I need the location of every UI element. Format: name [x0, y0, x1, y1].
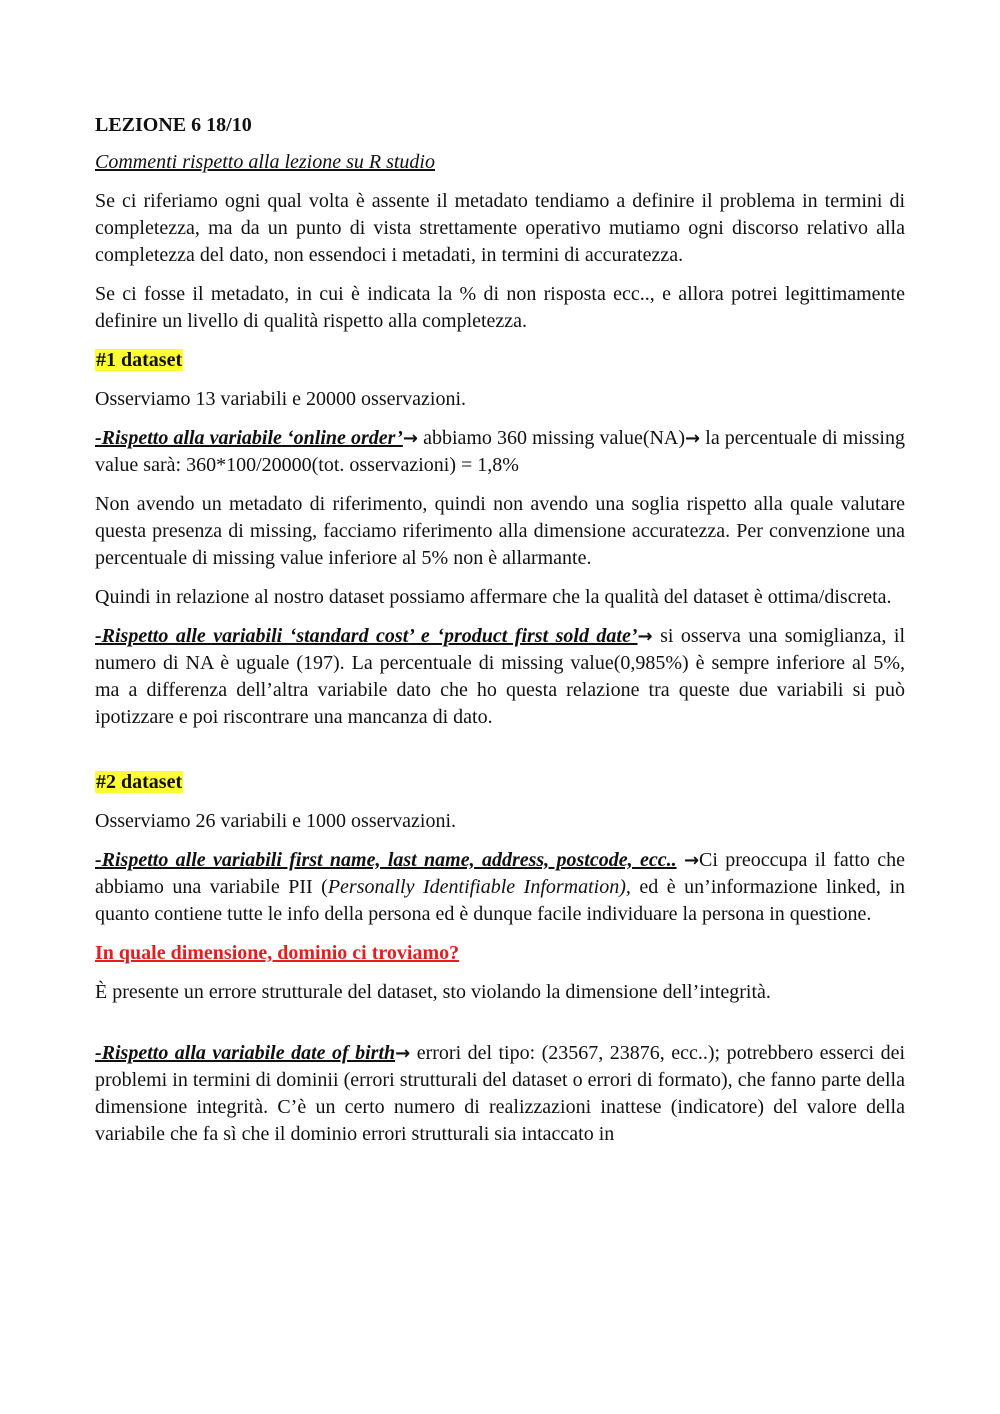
lesson-title: LEZIONE 6 18/10 — [95, 114, 252, 136]
dataset1-online-order-paragraph — [95, 425, 905, 479]
dataset2-answer: È presente un errore strutturale del dataset, sto violando la dimensione dell’integrità. — [95, 981, 771, 1003]
dataset2-question — [95, 940, 905, 967]
dataset2-heading-highlight: #2 dataset — [96, 771, 183, 793]
arrow-right-icon: → — [685, 428, 701, 449]
arrow-right-icon: → — [683, 850, 700, 871]
dataset1-cost-paragraph — [95, 623, 905, 731]
dataset1-observations: Osserviamo 13 variabili e 20000 osservazioni. — [95, 388, 467, 410]
arrow-right-icon: → — [402, 428, 418, 449]
pii-italic: Personally Identifiable Information), — [327, 876, 631, 898]
document-page — [95, 112, 905, 1160]
spacer — [95, 1018, 905, 1040]
dob-lead: -Rispetto alla variabile date of birth — [95, 1042, 396, 1064]
cost-text: si osserva una somiglianza, il numero di NA è uguale (197). La percentuale di missing value(0,985%) è sempre inferiore al 5%, ma a differenza dell’altra variabile dato che ho questa relazione tra queste due variabili si può ipotizzare e poi riscontrare una mancanza di dato. — [95, 625, 906, 728]
question-text: In quale dimensione, dominio ci troviamo? — [95, 942, 460, 964]
pii-lead: -Rispetto alle variabili first name, last name, address, postcode, ecc.. — [95, 849, 677, 871]
intro-paragraph-1: Se ci riferiamo ogni qual volta è assente il metadato tendiamo a definire il problema in termini di completezza, ma da un punto di vista strettamente operativo mutiamo ogni discorso relativo alla completezza del dato, non essendoci i metadati, in termini di accuratezza. — [95, 190, 905, 266]
arrow-right-icon: → — [395, 1043, 411, 1064]
online-order-text-a: abbiamo 360 missing value(NA) — [417, 427, 686, 449]
lesson-subtitle: Commenti rispetto alla lezione su R studio — [95, 151, 435, 173]
online-order-lead: -Rispetto alla variabile ‘online order’ — [95, 427, 403, 449]
dataset1-heading-highlight: #1 dataset — [96, 349, 183, 371]
dataset2-pii-paragraph — [95, 847, 905, 928]
dataset2-dob-paragraph — [95, 1040, 905, 1148]
pii-text-a: Ci preoccupa il fatto che abbiamo una variabile PII ( — [95, 849, 905, 898]
dataset1-metadata-paragraph: Non avendo un metadato di riferimento, quindi non avendo una soglia rispetto alla quale valutare questa presenza di missing, facciamo riferimento alla dimensione accuratezza. Per convenzione una percentuale di missing value inferiore al 5% non è allarmante. — [95, 493, 905, 569]
dataset1-heading — [95, 347, 905, 374]
cost-lead: -Rispetto alle variabili ‘standard cost’ e ‘product first sold date’ — [95, 625, 638, 647]
dataset2-observations: Osserviamo 26 variabili e 1000 osservazioni. — [95, 810, 457, 832]
intro-paragraph-2: Se ci fosse il metadato, in cui è indicata la % di non risposta ecc.., e allora potrei legittimamente definire un livello di qualità rispetto alla completezza. — [95, 283, 905, 332]
arrow-right-icon: → — [637, 626, 653, 647]
spacer — [95, 743, 905, 769]
online-order-text-b: la percentuale di missing value sarà: 360*100/20000(tot. osservazioni) = 1,8% — [95, 427, 905, 476]
pii-text-b: ed è un’informazione linked, in quanto contiene tutte le info della persona ed è dunque facile individuare la persona in questione. — [95, 876, 905, 925]
dataset2-heading — [95, 769, 905, 796]
dataset1-quality-paragraph: Quindi in relazione al nostro dataset possiamo affermare che la qualità del dataset è ottima/discreta. — [95, 586, 892, 608]
dob-text: errori del tipo: (23567, 23876, ecc..); potrebbero esserci dei problemi in termini di dominii (errori strutturali del dataset o errori di formato), che fanno parte della dimensione integrità. C’è un certo numero di realizzazioni inattese (indicatore) del valore della variabile che fa sì che il dominio errori strutturali sia intaccato in — [95, 1042, 905, 1145]
